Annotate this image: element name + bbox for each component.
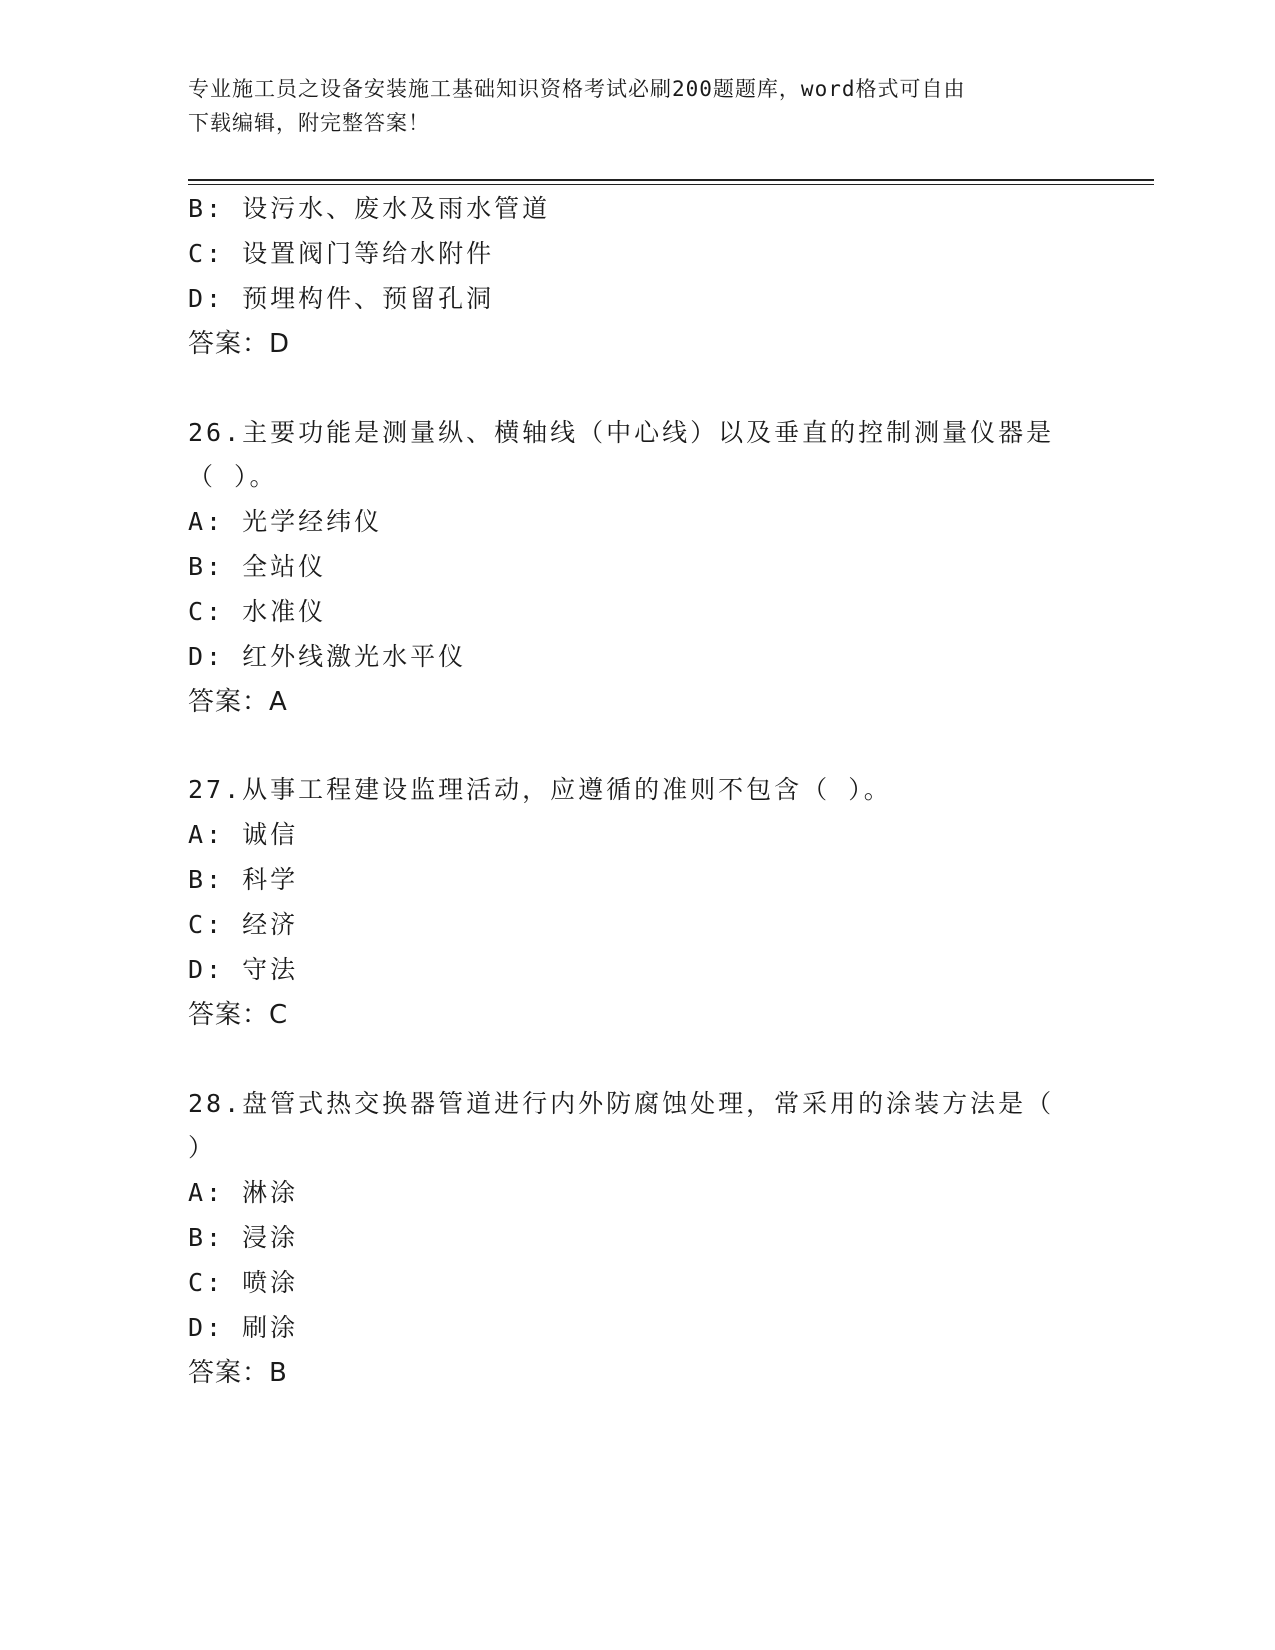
q26-stem-line-2: （ ）。 [188,462,278,491]
q27-option-b: B: 科学 [188,865,299,894]
q28-answer: 答案：B [188,1358,288,1388]
q28-option-b: B: 浸涂 [188,1223,299,1252]
header-line-1: 专业施工员之设备安装施工基础知识资格考试必刷200题题库，word格式可自由 [188,77,966,101]
q28-stem-line-1: 28.盘管式热交换器管道进行内外防腐蚀处理，常采用的涂装方法是（ [188,1089,1055,1118]
header-line-2: 下载编辑，附完整答案！ [188,111,430,135]
q27-answer: 答案：C [188,1000,289,1030]
q26-answer: 答案：A [188,687,288,717]
q26-option-a: A: 光学经纬仪 [188,507,383,536]
q26-option-b: B: 全站仪 [188,552,327,581]
q27-stem: 27.从事工程建设监理活动，应遵循的准则不包含（ ）。 [188,775,892,804]
q26-option-c: C: 水准仪 [188,597,327,626]
q28-stem-line-2: ） [188,1133,217,1162]
q28-option-d: D: 刷涂 [188,1313,299,1342]
q25-answer: 答案：D [188,329,291,359]
q25-option-d: D: 预埋构件、预留孔洞 [188,284,495,313]
q25-option-b: B: 设污水、废水及雨水管道 [188,194,551,223]
q25-option-c: C: 设置阀门等给水附件 [188,239,495,268]
q28-option-a: A: 淋涂 [188,1178,299,1207]
document-header [188,72,1078,140]
header-divider [188,179,1154,185]
q27-option-d: D: 守法 [188,955,299,984]
q27-option-a: A: 诚信 [188,820,299,849]
q27-option-c: C: 经济 [188,910,299,939]
q28-option-c: C: 喷涂 [188,1268,299,1297]
q26-option-d: D: 红外线激光水平仪 [188,642,467,671]
q26-stem-line-1: 26.主要功能是测量纵、横轴线（中心线）以及垂直的控制测量仪器是 [188,418,1055,447]
